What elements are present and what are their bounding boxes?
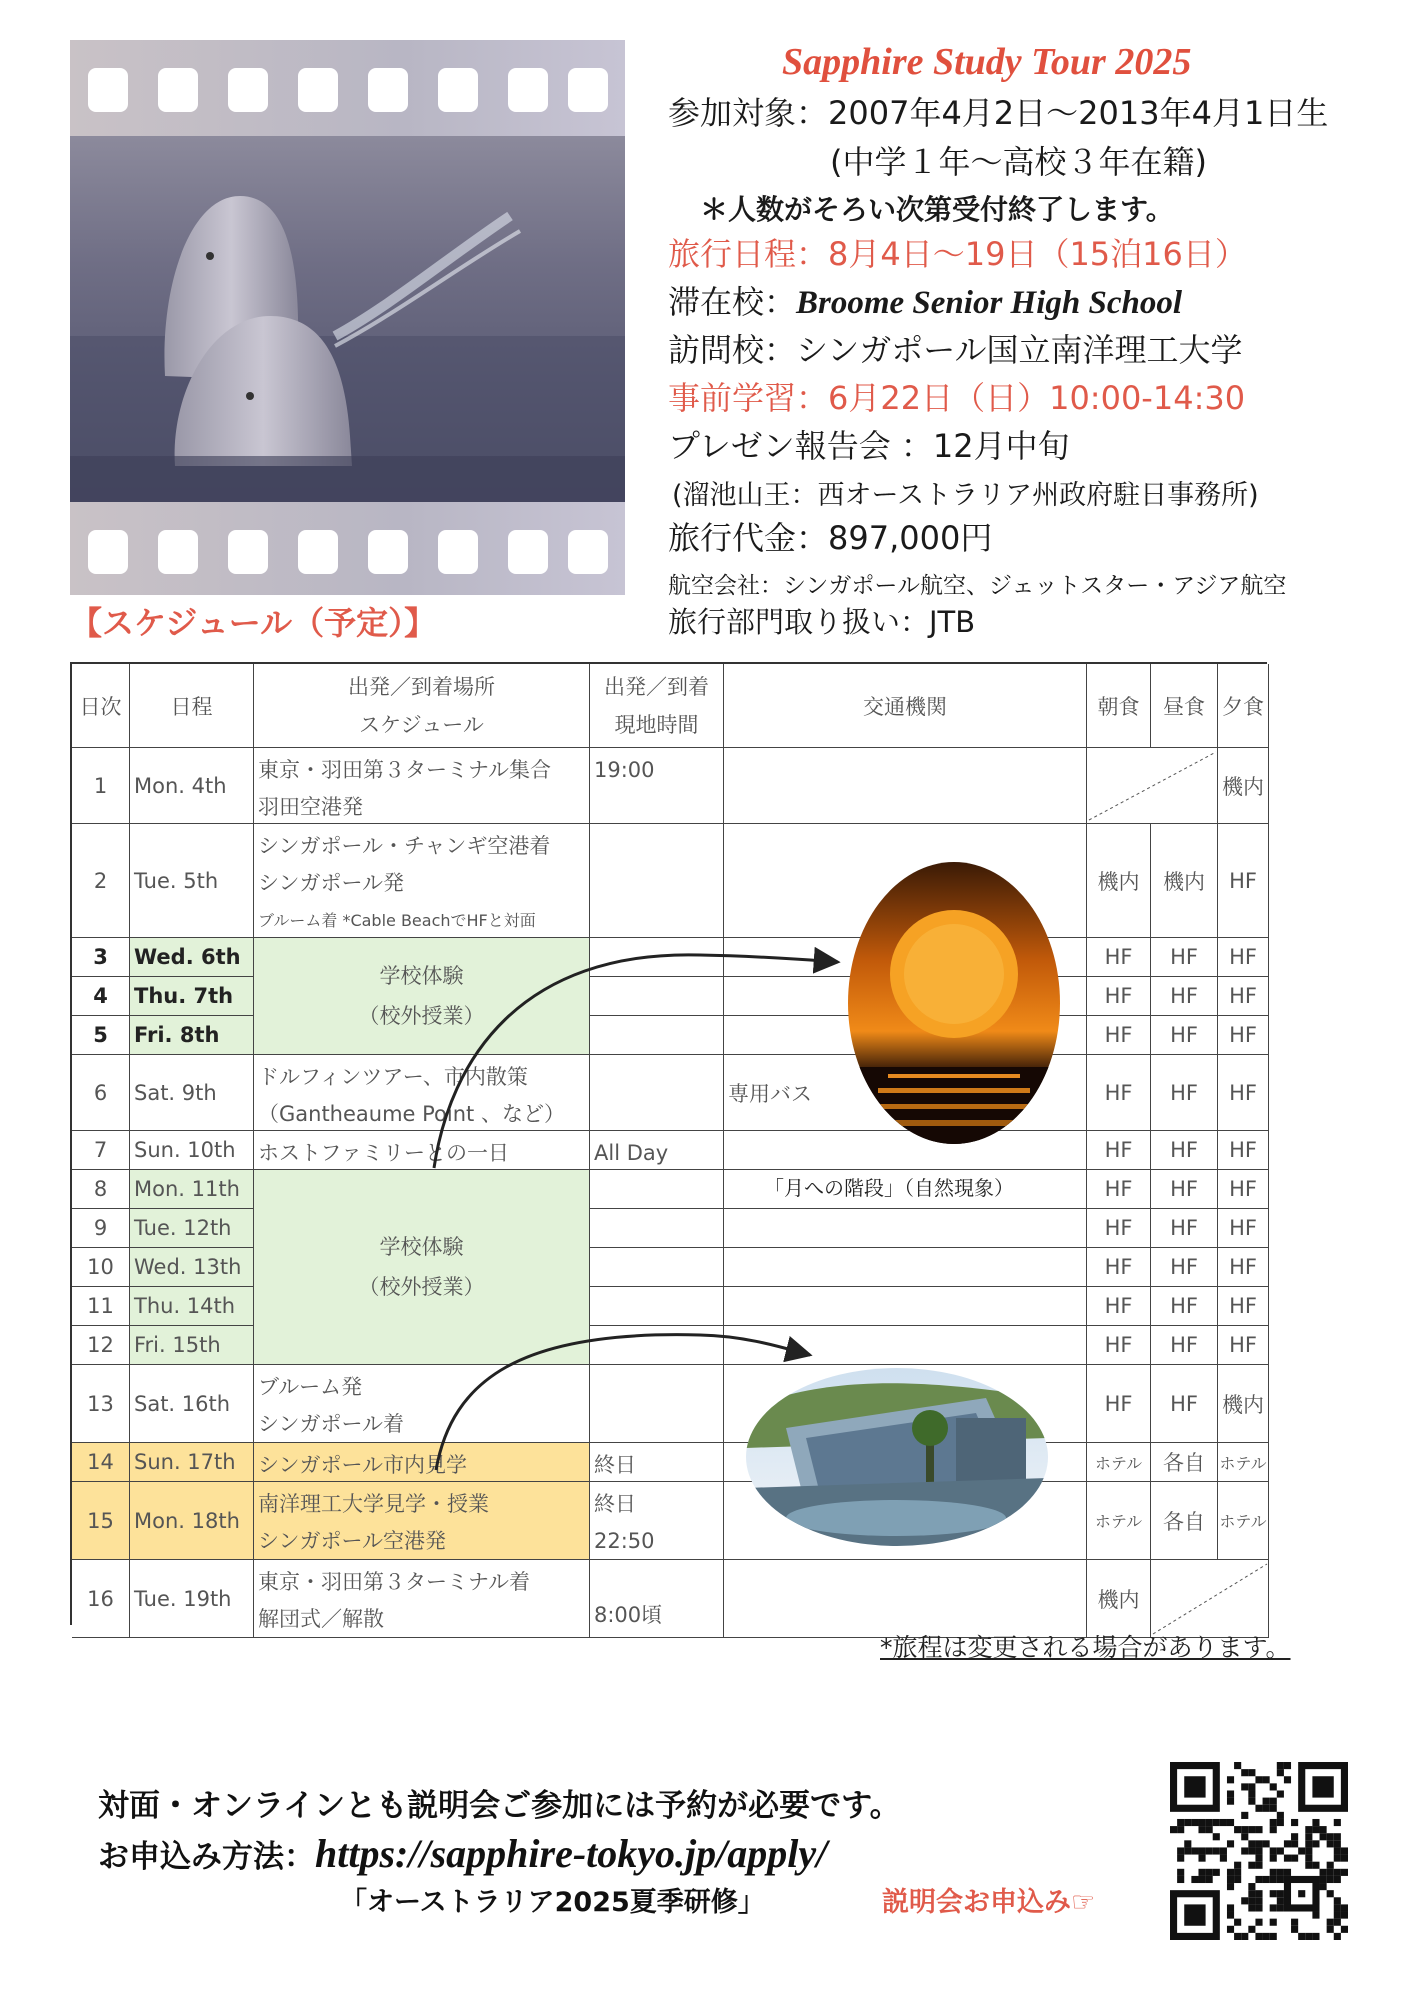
day-cell: 9: [72, 1209, 130, 1248]
dinner-cell: HF: [1218, 1287, 1269, 1326]
day-cell: 14: [72, 1443, 130, 1482]
day-cell: 13: [72, 1365, 130, 1443]
breakfast-cell: HF: [1087, 977, 1151, 1016]
lunch-cell: HF: [1151, 1326, 1218, 1365]
lunch-cell: HF: [1151, 938, 1218, 977]
header-day: 日次: [72, 664, 130, 748]
dinner-cell: HF: [1218, 977, 1269, 1016]
day-cell: 16: [72, 1560, 130, 1638]
breakfast-cell: HF: [1087, 1055, 1151, 1131]
qr-code[interactable]: [1170, 1762, 1348, 1940]
stay-school: Broome Senior High School: [796, 285, 1183, 321]
time-cell: All Day: [590, 1131, 724, 1170]
breakfast-cell: HF: [1087, 1365, 1151, 1443]
apply-label: お申込み方法：: [98, 1839, 315, 1875]
header-transport: 交通機関: [724, 664, 1087, 748]
date-cell: Thu. 14th: [130, 1287, 254, 1326]
date-cell: Tue. 19th: [130, 1560, 254, 1638]
lunch-cell: HF: [1151, 1055, 1218, 1131]
date-cell: Sun. 17th: [130, 1443, 254, 1482]
lunch-cell: 各自: [1151, 1482, 1218, 1560]
breakfast-cell: ホテル: [1087, 1482, 1151, 1560]
dinner-cell: HF: [1218, 1131, 1269, 1170]
dinner-cell: HF: [1218, 1170, 1269, 1209]
cell-line: ドルフィンツアー、市内散策: [258, 1065, 528, 1089]
cell-line: （校外授業）: [358, 1275, 485, 1299]
time-cell: 終日: [590, 1443, 724, 1482]
breakfast-cell: HF: [1087, 1016, 1151, 1055]
lunch-cell: HF: [1151, 1248, 1218, 1287]
breakfast-cell: 機内: [1087, 1560, 1151, 1638]
cell-line: 南洋理工大学見学・授業: [258, 1492, 489, 1516]
header-date: 日程: [130, 664, 254, 748]
lunch-cell: HF: [1151, 1170, 1218, 1209]
lunch-cell: HF: [1151, 1287, 1218, 1326]
airline: 航空会社：シンガポール航空、ジェットスター・アジア航空: [668, 573, 1287, 599]
breakfast-cell: HF: [1087, 1287, 1151, 1326]
date-cell: Wed. 6th: [130, 938, 254, 977]
day-cell: 7: [72, 1131, 130, 1170]
eligibility: 参加対象：2007年4月2日～2013年4月1日生: [668, 94, 1329, 132]
date-cell: Sat. 16th: [130, 1365, 254, 1443]
dinner-cell: HF: [1218, 1055, 1269, 1131]
lunch-cell: 各自: [1151, 1443, 1218, 1482]
stay-label: 滞在校：: [668, 283, 797, 321]
dinner-cell: ホテル: [1218, 1443, 1269, 1482]
dinner-cell: HF: [1218, 1209, 1269, 1248]
apply-url[interactable]: https://sapphire-tokyo.jp/apply/: [315, 1831, 828, 1876]
header-time-line: 出発／到着: [604, 674, 709, 699]
arrow-to-university: [436, 1335, 810, 1470]
arrow-to-sunset: [434, 955, 838, 1168]
cell-line: ブルーム着 *Cable BeachでHFと対面: [258, 911, 536, 930]
date-cell: Fri. 8th: [130, 1016, 254, 1055]
cell-line: （Gantheaume Point 、など）: [258, 1102, 565, 1126]
dinner-cell: HF: [1218, 1326, 1269, 1365]
header-place-line: 出発／到着場所: [348, 674, 495, 699]
day-cell: 11: [72, 1287, 130, 1326]
date-cell: Tue. 12th: [130, 1209, 254, 1248]
prestudy: 事前学習：6月22日（日）10:00-14:30: [668, 379, 1246, 417]
program-name: 「オーストラリア2025夏季研修」: [340, 1887, 765, 1918]
day-cell: 5: [72, 1016, 130, 1055]
schedule-change-note: *旅程は変更される場合があります。: [880, 1633, 1291, 1662]
date-cell: Fri. 15th: [130, 1326, 254, 1365]
header-time-line: 現地時間: [614, 712, 699, 737]
breakfast-cell: HF: [1087, 1209, 1151, 1248]
date-cell: Sun. 10th: [130, 1131, 254, 1170]
dinner-cell: 機内: [1218, 1365, 1269, 1443]
cell-line: 東京・羽田第３ターミナル着: [258, 1570, 530, 1594]
dinner-cell: HF: [1218, 1248, 1269, 1287]
dinner-cell: HF: [1218, 938, 1269, 977]
day-cell: 4: [72, 977, 130, 1016]
dinner-cell: ホテル: [1218, 1482, 1269, 1560]
cell-line: 羽田空港発: [258, 795, 363, 819]
cell-line: 東京・羽田第３ターミナル集合: [258, 758, 551, 782]
cell-line: シンガポール空港発: [258, 1529, 447, 1553]
cell-line: シンガポール・チャンギ空港着: [258, 834, 551, 858]
breakfast-cell: ホテル: [1087, 1443, 1151, 1482]
day-cell: 8: [72, 1170, 130, 1209]
day-cell: 6: [72, 1055, 130, 1131]
presentation: プレゼン報告会 ：12月中旬: [668, 427, 1070, 465]
presentation-venue: (溜池山王：西オーストラリア州政府駐日事務所): [672, 480, 1259, 511]
agency: 旅行部門取り扱い：JTB: [668, 605, 976, 639]
day-cell: 12: [72, 1326, 130, 1365]
cell-line: 学校体験: [379, 1235, 464, 1259]
eligibility-note: (中学１年～高校３年在籍): [830, 143, 1207, 181]
breakfast-cell: HF: [1087, 1170, 1151, 1209]
cell-line: ホストファミリーとの一日: [258, 1141, 509, 1165]
date-cell: Sat. 9th: [130, 1055, 254, 1131]
cell-line: （校外授業）: [358, 1004, 485, 1028]
dinner-cell: 機内: [1218, 748, 1269, 824]
cell-line: 解団式／解散: [258, 1607, 384, 1631]
date-cell: Mon. 18th: [130, 1482, 254, 1560]
breakfast-cell: HF: [1087, 1248, 1151, 1287]
date-cell: Thu. 7th: [130, 977, 254, 1016]
breakfast-cell: HF: [1087, 938, 1151, 977]
visit-school: 訪問校：シンガポール国立南洋理工大学: [668, 331, 1243, 369]
day-cell: 1: [72, 748, 130, 824]
date-cell: Tue. 5th: [130, 824, 254, 938]
date-cell: Wed. 13th: [130, 1248, 254, 1287]
time-line: 終日: [594, 1492, 636, 1516]
tour-dates: 旅行日程：8月4日～19日（15泊16日）: [668, 235, 1247, 273]
cell-line: シンガポール発: [258, 871, 405, 895]
dinner-cell: HF: [1218, 1016, 1269, 1055]
qr-code-image: [1170, 1762, 1348, 1940]
tour-title: Sapphire Study Tour 2025: [782, 41, 1192, 83]
apply-row: [98, 1830, 827, 1877]
lunch-cell: HF: [1151, 1209, 1218, 1248]
cell-line: ブルーム発: [258, 1375, 363, 1399]
sunset-caption: 「月への階段」（自然現象）: [764, 1172, 1014, 1201]
date-cell: Mon. 4th: [130, 748, 254, 824]
day-cell: 10: [72, 1248, 130, 1287]
date-cell: Mon. 11th: [130, 1170, 254, 1209]
header-lunch: 昼食: [1151, 664, 1218, 748]
reservation-note: 対面・オンラインとも説明会ご参加には予約が必要です。: [98, 1788, 901, 1824]
apply-link[interactable]: 説明会お申込み☞: [882, 1887, 1096, 1918]
time-cell: 8:00頃: [590, 1560, 724, 1638]
dinner-cell: HF: [1218, 824, 1269, 938]
capacity-note: ＊人数がそろい次第受付終了します。: [700, 193, 1174, 226]
header-dinner: 夕食: [1218, 664, 1269, 748]
lunch-cell: 機内: [1151, 824, 1218, 938]
transport-cell: 専用バス: [724, 1055, 1087, 1131]
cell-line: 学校体験: [379, 964, 464, 988]
cell-line: シンガポール着: [258, 1412, 405, 1436]
breakfast-cell: HF: [1087, 1131, 1151, 1170]
day-cell: 2: [72, 824, 130, 938]
breakfast-cell: HF: [1087, 1326, 1151, 1365]
header-place-line: スケジュール: [359, 712, 484, 737]
breakfast-cell: 機内: [1087, 824, 1151, 938]
lunch-cell: HF: [1151, 1016, 1218, 1055]
time-line: 22:50: [594, 1529, 655, 1553]
header-breakfast: 朝食: [1087, 664, 1151, 748]
lunch-cell: HF: [1151, 1365, 1218, 1443]
schedule-heading: 【スケジュール（予定）】: [70, 604, 437, 642]
time-cell: 19:00: [590, 748, 724, 824]
day-cell: 15: [72, 1482, 130, 1560]
price: 旅行代金：897,000円: [668, 519, 993, 557]
day-cell: 3: [72, 938, 130, 977]
lunch-cell: HF: [1151, 977, 1218, 1016]
cell-line: シンガポール市内見学: [258, 1453, 468, 1477]
lunch-cell: HF: [1151, 1131, 1218, 1170]
